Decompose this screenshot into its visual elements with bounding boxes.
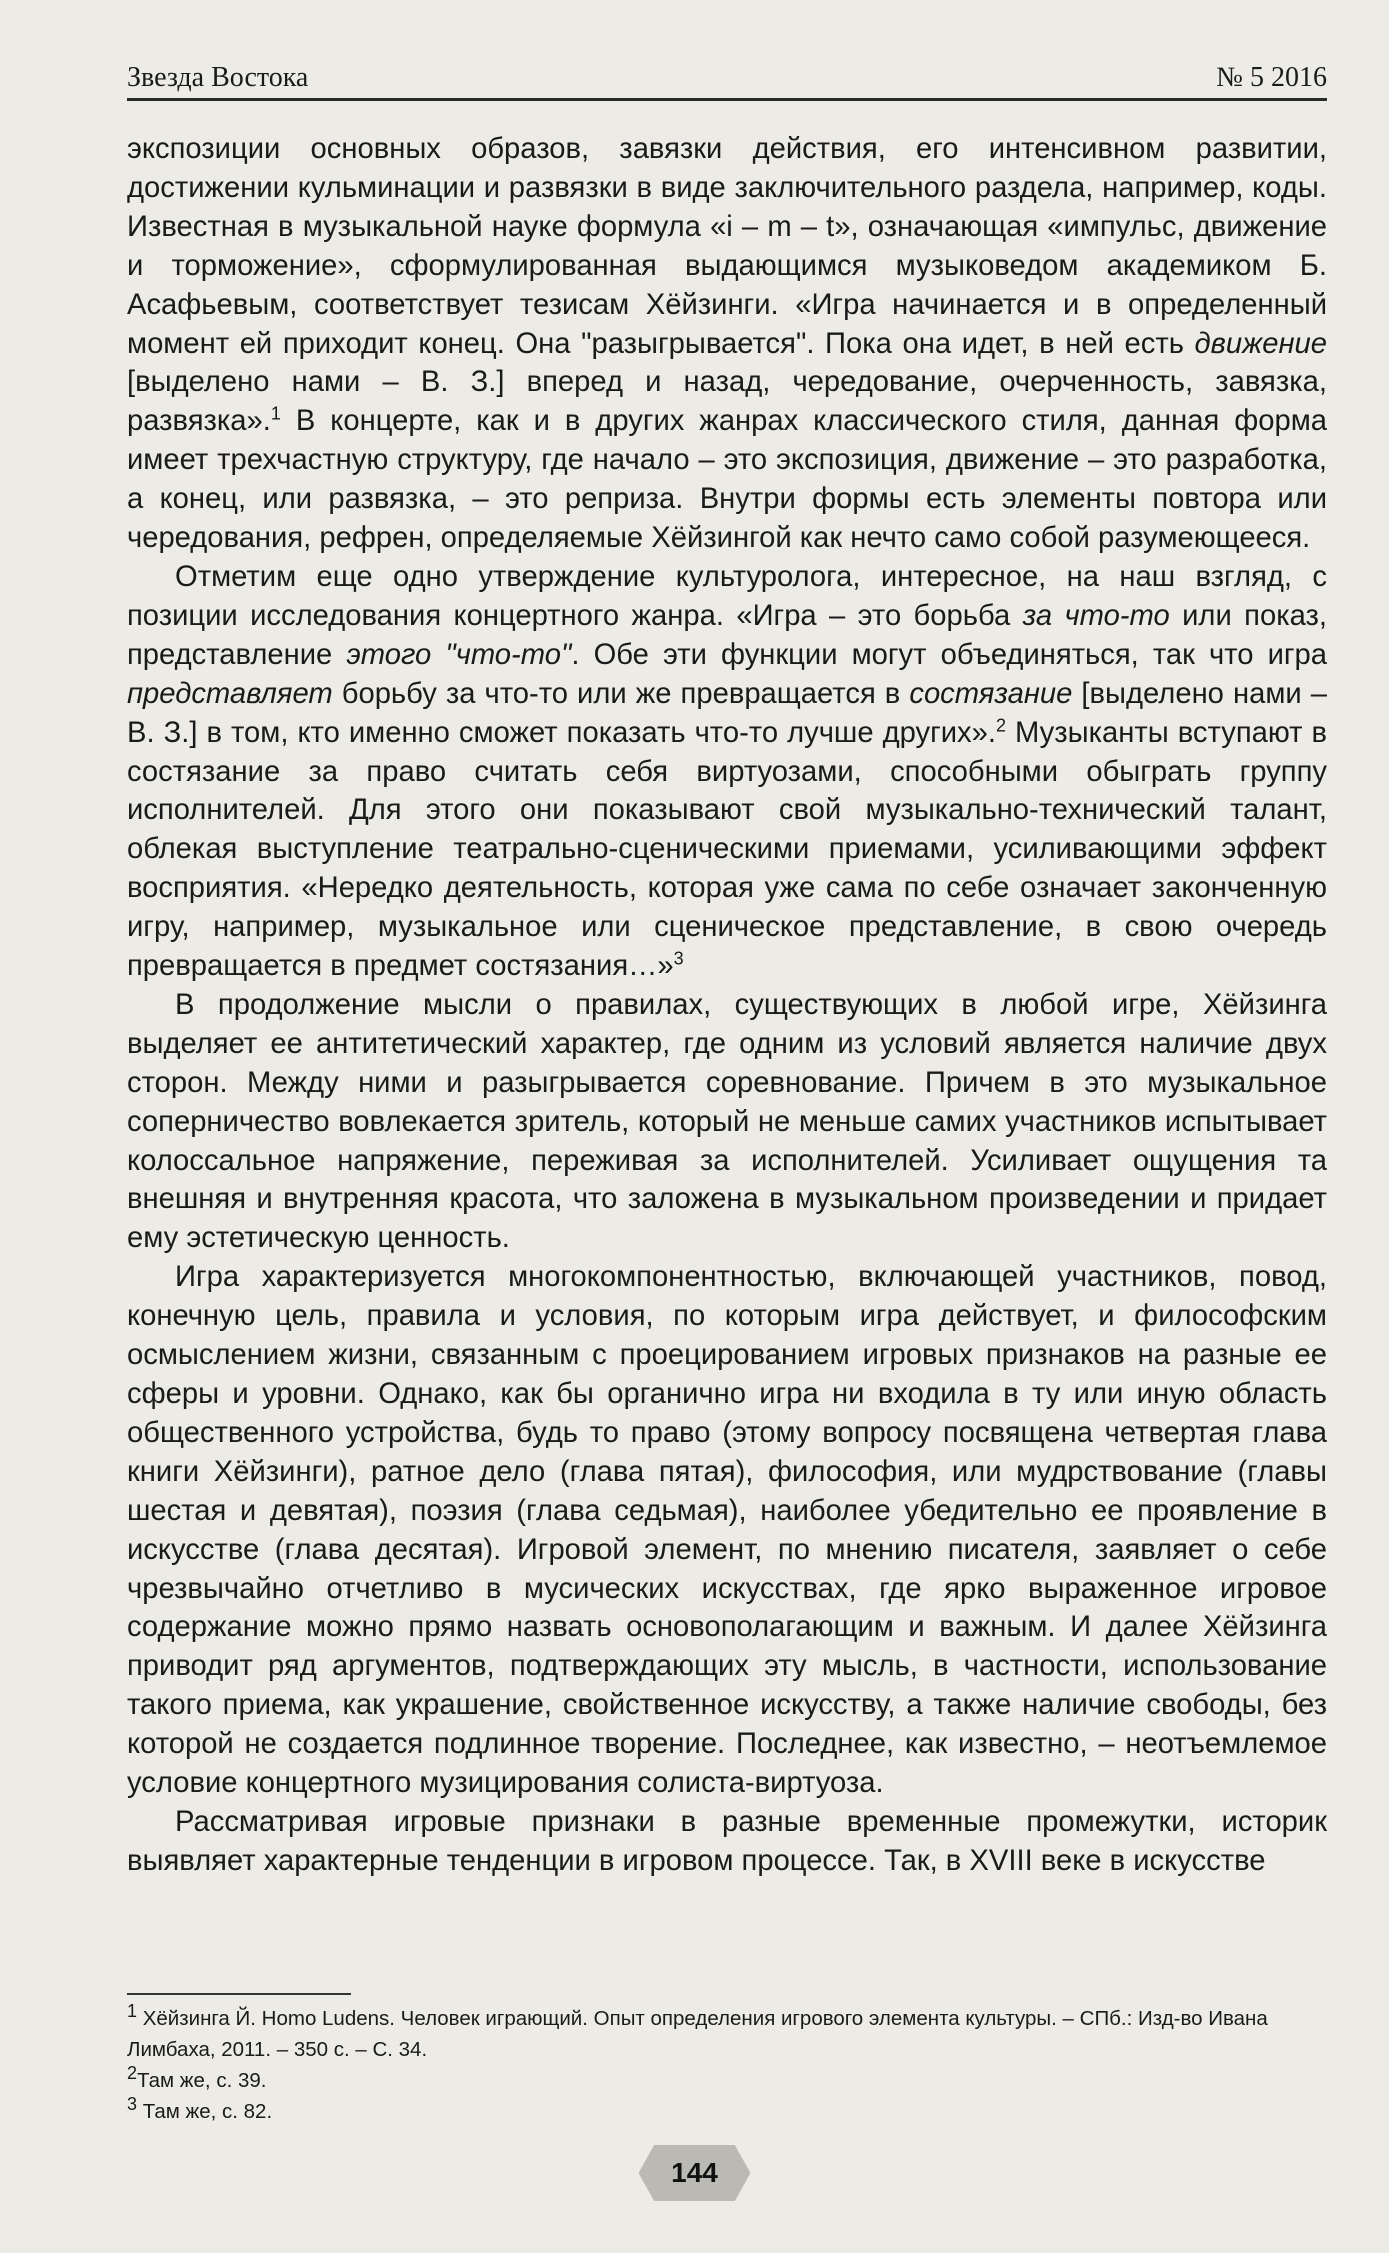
emphasis-text: движение xyxy=(1194,327,1327,360)
text-run: В продолжение мысли о правилах, существующих в любой игре, Хёйзинга выделяет ее антитетический характер, где одним из условий является наличие двух сторон. Между ними и разыгрывается соревнование. Причем в это музыкальное соперничество вовлекается зритель, который не меньше самих участников испытывает колоссальное напряжение, переживая за исполнителей. Усиливает ощущения та внешняя и внутренняя красота, что заложена в музыкальном произведении и придает ему эстетическую ценность. xyxy=(127,988,1327,1255)
paragraph xyxy=(127,1258,1327,1803)
footnote-number: 2 xyxy=(127,2063,138,2084)
footnote xyxy=(127,2065,1327,2096)
paragraph xyxy=(127,558,1327,986)
emphasis-text: за что-то xyxy=(1022,599,1170,632)
text-run: [выделено нами – В. З.] в том, кто именно сможет показать что-то лучше других». xyxy=(127,677,1327,749)
text-run: [выделено нами – В. З.] вперед и назад, чередование, очерченность, завязка, развязка». xyxy=(127,366,1327,438)
text-run: Рассматривая игровые признаки в разные временные промежутки, историк выявляет характерные тенденции в игровом процессе. Так, в XVIII веке в искусстве xyxy=(127,1805,1327,1877)
text-run: Музыканты вступают в состязание за право считать себя виртуозами, способными обыграть группу исполнителей. Для этого они показывают свой музыкально-технический талант, облекая выступление театрально-сценическими приемами, усиливающими эффект восприятия. «Нередко деятельность, которая уже сама по себе означает законченную игру, например, музыкальное или сценическое представление, в свою очередь превращается в предмет состязания…» xyxy=(127,716,1327,983)
text-run: Отметим еще одно утверждение культуролога, интересное, на наш взгляд, с позиции исследования концертного жанра. «Игра – это борьба xyxy=(127,560,1327,632)
page-number: 144 xyxy=(671,2157,718,2188)
running-header xyxy=(127,50,1327,101)
emphasis-text: этого "что-то" xyxy=(346,638,572,671)
text-run: или показ, представление xyxy=(127,599,1327,671)
issue-label: № 5 2016 xyxy=(1216,62,1327,93)
footnote-text: Хёйзинга Й. Homo Ludens. Человек играющий. Опыт определения игрового элемента культуры. – СПб.: Изд-во Ивана Лимбаха, 2011. – 350 с. – С. 34. xyxy=(127,2007,1268,2061)
text-run: Игра характеризуется многокомпонентностью, включающей участников, повод, конечную цель, правила и условия, по которым игра действует, и философским осмыслением жизни, связанным с проецированием игровых признаков на разные ее сферы и уровни. Однако, как бы органично игра ни входила в ту или иную область общественного устройства, будь то право (этому вопросу посвящена четвертая глава книги Хёйзинги), ратное дело (глава пятая), философия, или мудрствование (главы шестая и девятая), поэзия (глава седьмая), наиболее убедительно ее проявление в искусстве (глава десятая). Игровой элемент, по мнению писателя, заявляет о себе чрезвычайно отчетливо в мусических искусствах, где ярко выраженное игровое содержание можно прямо назвать основополагающим и важным. И далее Хёйзинга приводит ряд аргументов, подтверждающих эту мысль, в частности, использование такого приема, как украшение, свойственное искусству, а также наличие свободы, без которой не создается подлинное творение. Последнее, как известно, – неотъемлемое условие концертного музицирования солиста-виртуоза. xyxy=(127,1261,1327,1800)
page-number-badge xyxy=(639,2145,751,2201)
text-run: В концерте, как и в других жанрах классического стиля, данная форма имеет трехчастную структуру, где начало – это экспозиция, движение – это разработка, а конец, или развязка, – это реприза. Внутри формы есть элементы повтора или чередования, рефрен, определяемые Хёйзингой как нечто само собой разумеющееся. xyxy=(127,405,1327,555)
footnote xyxy=(127,2003,1327,2065)
footnote-number: 1 xyxy=(127,2001,138,2022)
paragraph xyxy=(127,130,1327,558)
footnote-text: Там же, с. 82. xyxy=(137,2100,273,2123)
footnote-ref: 2 xyxy=(996,714,1007,735)
emphasis-text: представляет xyxy=(127,677,333,710)
text-run: . Обе эти функции могут объединяться, так что игра xyxy=(571,638,1328,671)
footnote-number: 3 xyxy=(127,2094,138,2115)
footnote-divider xyxy=(127,1993,351,1995)
paragraph xyxy=(127,986,1327,1258)
journal-title: Звезда Востока xyxy=(127,62,309,93)
paragraph xyxy=(127,1803,1327,1881)
footnote-text: Там же, с. 39. xyxy=(137,2069,267,2092)
footnote-ref: 1 xyxy=(270,403,281,424)
text-run: борьбу за что-то или же превращается в xyxy=(332,677,910,710)
text-run: экспозиции основных образов, завязки действия, его интенсивном развитии, достижении кульминации и развязки в виде заключительного раздела, например, коды. Известная в музыкальной науке формула «i – m – t», означающая «импульс, движение и торможение», сформулированная выдающимся музыковедом академиком Б. Асафьевым, соответствует тезисам Хёйзинги. «Игра начинается и в определенный момент ей приходит конец. Она "разыгрывается". Пока она идет, в ней есть xyxy=(127,133,1327,360)
footnote xyxy=(127,2096,1327,2127)
article-body xyxy=(127,130,1327,1881)
footnote-ref: 3 xyxy=(673,948,684,969)
emphasis-text: состязание xyxy=(909,677,1073,710)
footnotes xyxy=(127,2003,1327,2127)
